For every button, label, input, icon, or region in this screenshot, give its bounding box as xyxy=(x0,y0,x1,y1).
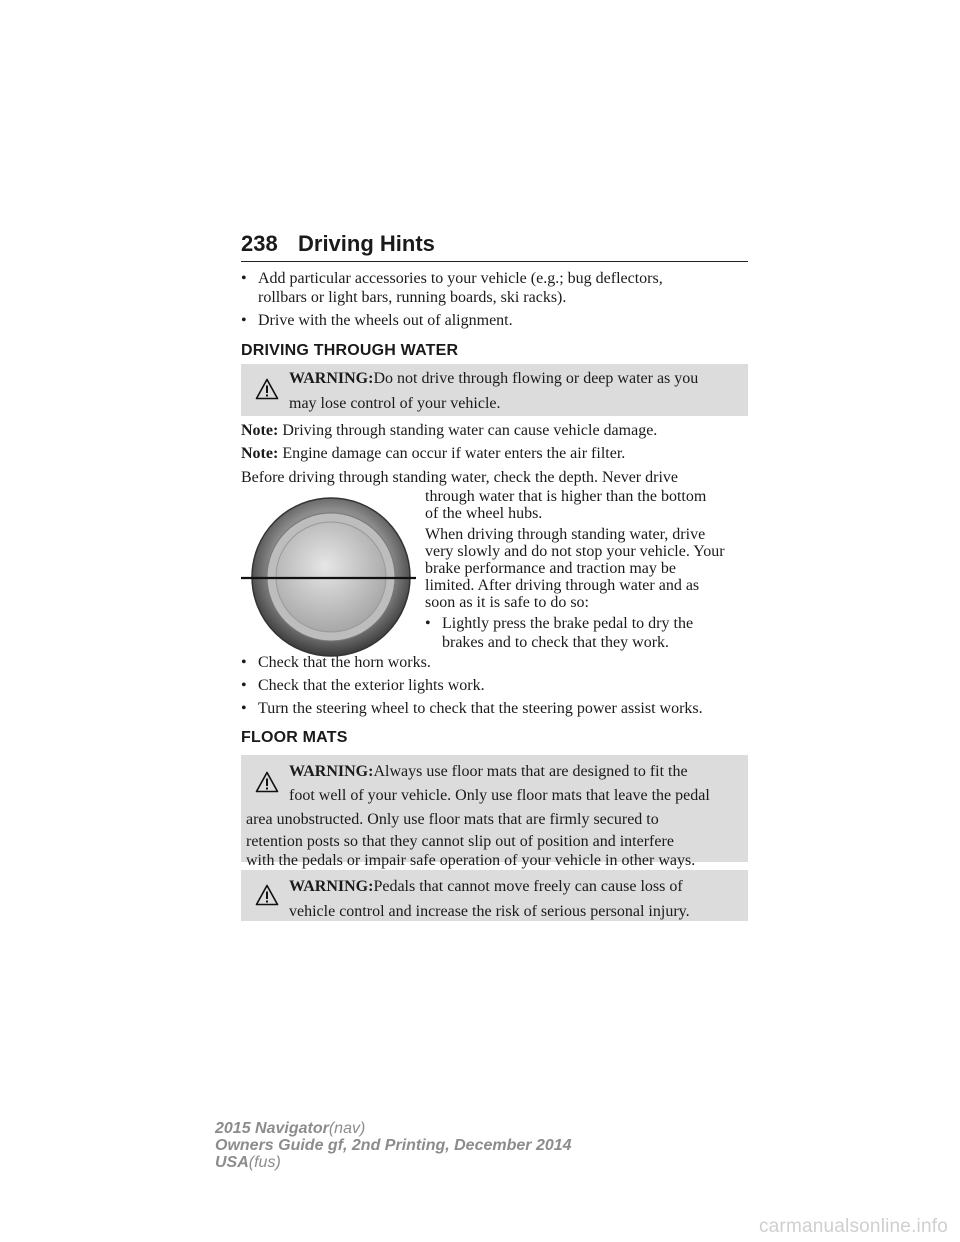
section-heading-driving-through-water: DRIVING THROUGH WATER xyxy=(241,342,459,359)
paragraph-line: very slowly and do not stop your vehicle. Your xyxy=(425,543,725,560)
list-item xyxy=(241,653,748,672)
bullet-text-line: Check that the exterior lights work. xyxy=(258,677,485,694)
footer-market: USA xyxy=(215,1154,249,1171)
footer-guide: Owners Guide gf, 2nd Printing, December 2014 xyxy=(215,1137,572,1154)
watermark: carmanualsonline.info xyxy=(758,1216,948,1237)
paragraph-line: soon as it is safe to do so: xyxy=(425,594,589,611)
warning-text-line: retention posts so that they cannot slip out of position and interfere xyxy=(246,833,674,850)
warning-text-line: Always use floor mats that are designed to fit the xyxy=(373,763,688,780)
warning-box xyxy=(241,755,748,869)
list-item xyxy=(241,269,748,307)
bullet-text-line: Add particular accessories to your vehicle (e.g.; bug deflectors, xyxy=(258,270,663,287)
paragraph-line: When driving through standing water, drive xyxy=(425,526,706,543)
footer-model-code: (nav) xyxy=(328,1120,366,1137)
document-footer xyxy=(215,1120,572,1171)
bullet-icon: • xyxy=(241,677,247,694)
footer-market-code: (fus) xyxy=(248,1154,281,1171)
warning-text xyxy=(289,366,744,416)
note-text: Engine damage can occur if water enters the air filter. xyxy=(282,445,626,462)
list-item xyxy=(241,311,748,330)
warning-text-line: may lose control of your vehicle. xyxy=(289,395,501,412)
paragraph-line: of the wheel hubs. xyxy=(425,505,543,522)
warning-text-line: area unobstructed. Only use floor mats that are firmly secured to xyxy=(246,811,659,828)
warning-lead: WARNING: xyxy=(289,763,374,780)
section-title: Driving Hints xyxy=(298,231,435,256)
note-label: Note: xyxy=(241,422,279,439)
wheel-water-depth-illustration xyxy=(241,497,416,659)
warning-text xyxy=(289,759,744,784)
page-header xyxy=(241,231,748,262)
list-item xyxy=(241,676,748,695)
footer-model: 2015 Navigator xyxy=(215,1120,329,1137)
list-item xyxy=(241,699,748,718)
warning-triangle-icon xyxy=(255,771,279,793)
note-text: Driving through standing water can cause vehicle damage. xyxy=(282,422,658,439)
bullet-icon: • xyxy=(425,615,431,632)
paragraph-line: through water that is higher than the bottom xyxy=(425,488,707,505)
warning-text-line: Do not drive through flowing or deep water as you xyxy=(373,370,699,387)
page-number: 238 xyxy=(241,231,278,256)
warning-text-line: foot well of your vehicle. Only use floor mats that leave the pedal xyxy=(289,787,710,804)
warning-text-line: with the pedals or impair safe operation of your vehicle in other ways. xyxy=(246,852,696,869)
paragraph-line: Before driving through standing water, check the depth. Never drive xyxy=(241,469,678,486)
note xyxy=(241,444,748,463)
bullet-icon: • xyxy=(241,654,247,671)
warning-triangle-icon xyxy=(255,884,279,906)
warning-text xyxy=(289,874,744,924)
paragraph-line: limited. After driving through water and as xyxy=(425,577,700,594)
section-heading-floor-mats: FLOOR MATS xyxy=(241,729,348,746)
note xyxy=(241,421,748,440)
paragraph-line: brake performance and traction may be xyxy=(425,560,676,577)
bullet-text-line: Turn the steering wheel to check that the steering power assist works. xyxy=(258,700,703,717)
list-item xyxy=(425,614,750,652)
bullet-text-line: Drive with the wheels out of alignment. xyxy=(258,312,513,329)
note-label: Note: xyxy=(241,445,279,462)
warning-box xyxy=(241,364,748,416)
warning-text-line: Pedals that cannot move freely can cause loss of xyxy=(373,878,683,895)
warning-triangle-icon xyxy=(255,378,279,400)
warning-text-line: vehicle control and increase the risk of serious personal injury. xyxy=(289,903,690,920)
warning-lead: WARNING: xyxy=(289,370,374,387)
bullet-icon: • xyxy=(241,700,247,717)
warning-lead: WARNING: xyxy=(289,878,374,895)
bullet-text-line: Check that the horn works. xyxy=(258,654,431,671)
bullet-text-line: rollbars or light bars, running boards, ski racks). xyxy=(258,289,567,306)
bullet-text-line: brakes and to check that they work. xyxy=(442,634,670,651)
bullet-icon: • xyxy=(241,312,247,329)
bullet-text-line: Lightly press the brake pedal to dry the xyxy=(442,615,694,632)
bullet-icon: • xyxy=(241,270,247,287)
warning-box xyxy=(241,870,748,921)
